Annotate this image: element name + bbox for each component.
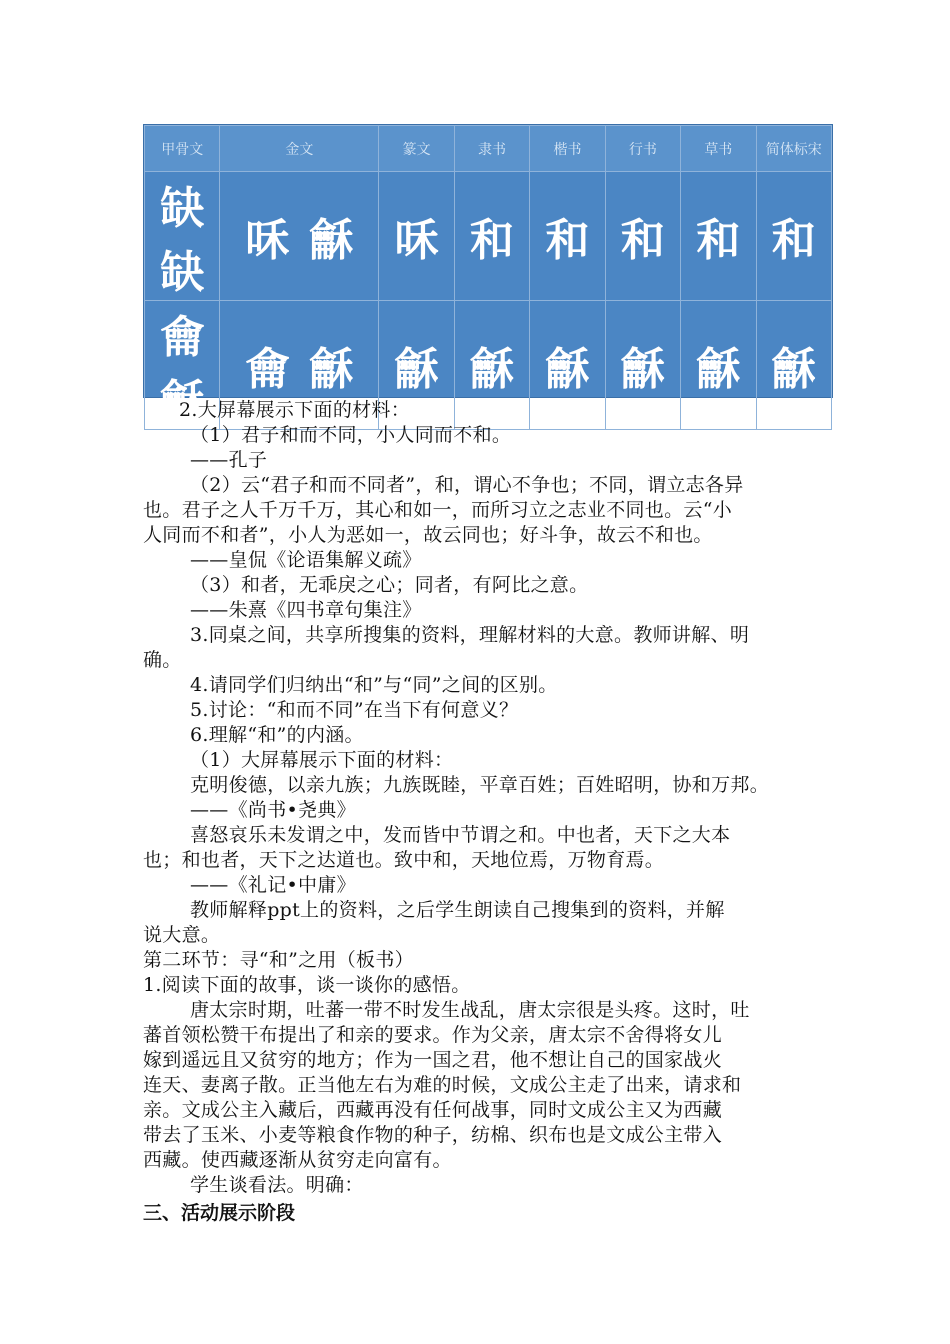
quote-line: （3）和者，无乖戾之心；同者，有阿比之意。 bbox=[190, 574, 589, 596]
paragraph-line: 教师解释ppt上的资料，之后学生朗读自己搜集到的资料，并解 bbox=[190, 899, 725, 921]
glyph: 咊 bbox=[245, 215, 290, 266]
quote-attribution: ——朱熹《四书章句集注》 bbox=[190, 599, 422, 621]
header-seal: 篆文 bbox=[379, 126, 454, 172]
glyph: 和 bbox=[470, 215, 515, 266]
quote-attribution: ——孔子 bbox=[190, 449, 268, 471]
story-line: 蕃首领松赞干布提出了和亲的要求。作为父亲，唐太宗不舍得将女儿 bbox=[143, 1024, 723, 1046]
glyph: 龢 bbox=[696, 344, 741, 395]
paragraph-line: 确。 bbox=[143, 649, 182, 671]
table-row bbox=[145, 172, 832, 301]
glyph: 龢 bbox=[394, 344, 439, 395]
header-cursive: 草书 bbox=[681, 126, 756, 172]
glyph-cell bbox=[220, 172, 379, 301]
glyph-cell bbox=[145, 172, 220, 301]
story-line: 嫁到遥远且又贫穷的地方；作为一国之君，他不想让自己的国家战火 bbox=[143, 1049, 723, 1071]
glyph: 龢 bbox=[620, 344, 665, 395]
glyph: 龢 bbox=[771, 344, 816, 395]
paragraph-line: 1.阅读下面的故事，谈一谈你的感悟。 bbox=[143, 974, 471, 996]
glyph: 龢 bbox=[160, 376, 205, 427]
glyph: 缺 bbox=[160, 247, 205, 298]
table-header-row bbox=[145, 126, 832, 172]
glyph: 龢 bbox=[309, 344, 354, 395]
quote-line: 克明俊德，以亲九族；九族既睦，平章百姓；百姓昭明，协和万邦。 bbox=[190, 774, 770, 796]
glyph: 龢 bbox=[309, 215, 354, 266]
quote-line: 人同而不和者”，小人为恶如一，故云同也；好斗争，故云不和也。 bbox=[143, 524, 713, 546]
quote-line: 也；和也者，天下之达道也。致中和，天地位焉，万物育焉。 bbox=[143, 849, 665, 871]
glyph-cell bbox=[605, 172, 680, 301]
story-line: 亲。文成公主入藏后，西藏再没有任何战事，同时文成公主又为西藏 bbox=[143, 1099, 723, 1121]
paragraph-line: 4.请同学们归纳出“和”与“同”之间的区别。 bbox=[190, 674, 558, 696]
paragraph-line: 说大意。 bbox=[143, 924, 221, 946]
header-oracle-bone: 甲骨文 bbox=[145, 126, 220, 172]
document-body bbox=[143, 398, 813, 1227]
quote-attribution: ——皇侃《论语集解义疏》 bbox=[190, 549, 422, 571]
story-line: 连天、妻离子散。正当他左右为难的时候，文成公主走了出来，请求和 bbox=[143, 1074, 742, 1096]
quote-line: （1）君子和而不同，小人同而不和。 bbox=[190, 424, 512, 446]
quote-line: 喜怒哀乐未发谓之中，发而皆中节谓之和。中也者，天下之大本 bbox=[190, 824, 731, 846]
glyph: 咊 bbox=[394, 215, 439, 266]
glyph: 和 bbox=[696, 215, 741, 266]
paragraph-line: 6.理解“和”的内涵。 bbox=[190, 724, 364, 746]
paragraph-line: 学生谈看法。明确： bbox=[190, 1174, 364, 1196]
quote-line: （2）云“君子和而不同者”，和，谓心不争也；不同，谓立志各异 bbox=[190, 474, 744, 496]
glyph: 龢 bbox=[470, 344, 515, 395]
glyph-cell bbox=[756, 172, 831, 301]
material-intro: 2.大屏幕展示下面的材料： bbox=[179, 399, 411, 421]
header-running: 行书 bbox=[605, 126, 680, 172]
header-regular: 楷书 bbox=[530, 126, 605, 172]
glyph-cell bbox=[454, 172, 529, 301]
glyph-cell bbox=[379, 172, 454, 301]
header-bronze: 金文 bbox=[220, 126, 379, 172]
section-heading: 三、活动展示阶段 bbox=[143, 1202, 296, 1224]
paragraph-line: 3.同桌之间，共享所搜集的资料，理解材料的大意。教师讲解、明 bbox=[190, 624, 750, 646]
paragraph-line: （1）大屏幕展示下面的材料： bbox=[190, 749, 454, 771]
header-simplified: 简体标宋 bbox=[756, 126, 831, 172]
quote-line: 也。君子之人千万千万，其心和如一，而所习立之志业不同也。云“小 bbox=[143, 499, 733, 521]
header-clerical: 隶书 bbox=[454, 126, 529, 172]
section-line: 第二环节：寻“和”之用（板书） bbox=[143, 949, 414, 971]
glyph: 和 bbox=[620, 215, 665, 266]
glyph-cell bbox=[530, 172, 605, 301]
story-line: 唐太宗时期，吐蕃一带不时发生战乱，唐太宗很是头疼。这时，吐 bbox=[190, 999, 750, 1021]
paragraph-line: 5.讨论：“和而不同”在当下有何意义？ bbox=[190, 699, 519, 721]
glyph: 和 bbox=[545, 215, 590, 266]
glyph: 缺 bbox=[160, 183, 205, 234]
story-line: 西藏。使西藏逐渐从贫穷走向富有。 bbox=[143, 1149, 452, 1171]
glyph: 龠 bbox=[160, 312, 205, 363]
glyph: 龢 bbox=[545, 344, 590, 395]
story-line: 带去了玉米、小麦等粮食作物的种子，纺棉、织布也是文成公主带入 bbox=[143, 1124, 723, 1146]
glyph: 龠 bbox=[245, 344, 290, 395]
glyph-cell bbox=[681, 172, 756, 301]
glyph: 和 bbox=[771, 215, 816, 266]
quote-attribution: ——《尚书•尧典》 bbox=[190, 799, 356, 821]
quote-attribution: ——《礼记•中庸》 bbox=[190, 874, 356, 896]
